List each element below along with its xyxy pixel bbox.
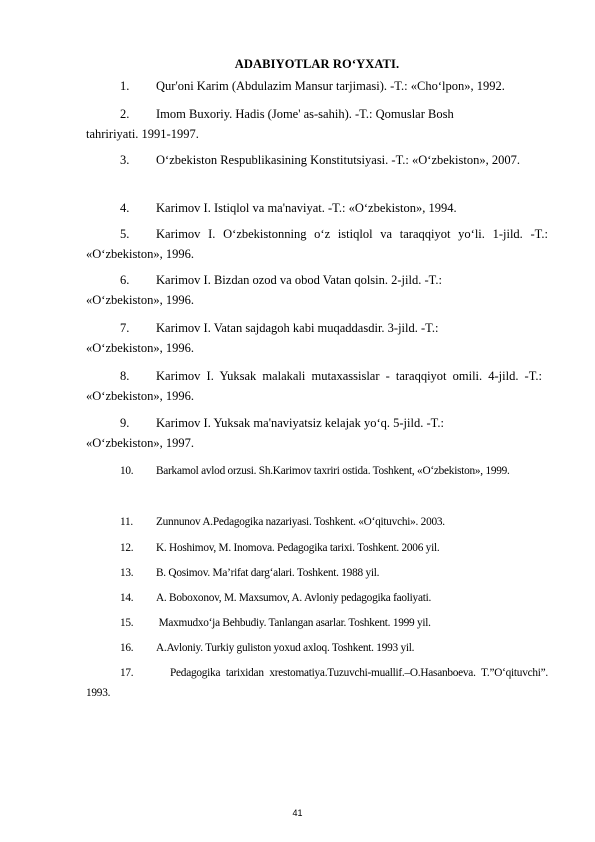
reference-item-10 bbox=[86, 461, 548, 481]
reference-number: 14. bbox=[120, 592, 134, 604]
reference-item-16 bbox=[86, 638, 548, 658]
reference-item-8 bbox=[86, 366, 548, 406]
reference-number: 15. bbox=[120, 617, 134, 629]
reference-item-3 bbox=[86, 150, 548, 170]
reference-item-1 bbox=[86, 76, 548, 96]
reference-item-5 bbox=[86, 224, 548, 264]
reference-number: 11. bbox=[120, 516, 133, 528]
reference-text: K. Hoshimov, M. Inomova. Pedagogika tarixi. Toshkent. 2006 yil. bbox=[156, 542, 440, 554]
reference-item-17 bbox=[86, 663, 548, 703]
reference-text: Zunnunov A.Pedagogika nazariyasi. Toshkent. «O‘qituvchi». 2003. bbox=[156, 516, 445, 528]
reference-item-4 bbox=[86, 198, 548, 218]
reference-text: Karimov I. O‘zbekistonning o‘z istiqlol va taraqqiyot yo‘li. 1-jild. -T.: «O‘zbekiston», 1996. bbox=[86, 227, 548, 261]
reference-item-6 bbox=[86, 270, 548, 310]
reference-item-2 bbox=[86, 104, 548, 144]
reference-text: Qur'oni Karim (Abdulazim Mansur tarjimasi). -T.: «Cho‘lpon», 1992. bbox=[156, 79, 505, 93]
reference-text: Karimov I. Istiqlol va ma'naviyat. -T.: «O‘zbekiston», 1994. bbox=[156, 201, 457, 215]
reference-item-7 bbox=[86, 318, 548, 358]
reference-item-13 bbox=[86, 563, 548, 583]
reference-text: O‘zbekiston Respublikasining Konstitutsiyasi. -T.: «O‘zbekiston», 2007. bbox=[156, 153, 520, 167]
reference-text: Maxmudxo‘ja Behbudiy. Tanlangan asarlar. Toshkent. 1999 yil. bbox=[156, 617, 431, 629]
reference-number: 17. bbox=[120, 667, 134, 679]
reference-number: 1. bbox=[120, 79, 130, 93]
reference-text: Barkamol avlod orzusi. Sh.Karimov taxriri ostida. Toshkent, «O‘zbekiston», 1999. bbox=[156, 465, 510, 477]
reference-number: 9. bbox=[120, 416, 130, 430]
reference-item-12 bbox=[86, 538, 548, 558]
reference-number: 6. bbox=[120, 273, 130, 287]
reference-number: 3. bbox=[120, 153, 130, 167]
page-title: ADABIYOTLAR RO‘YXATI. bbox=[234, 57, 400, 71]
reference-number: 12. bbox=[120, 542, 134, 554]
reference-text: Imom Buxoriy. Hadis (Jome' as-sahih). -T.: Qomuslar Bosh tahririyati. 1991-1997. bbox=[86, 107, 454, 141]
reference-number: 2. bbox=[120, 107, 130, 121]
page-number: 41 bbox=[292, 808, 303, 818]
reference-text: Karimov I. Vatan sajdagoh kabi muqaddasdir. 3-jild. -T.: «O‘zbekiston», 1996. bbox=[86, 321, 439, 355]
reference-item-9 bbox=[86, 413, 548, 453]
reference-item-15 bbox=[86, 613, 548, 633]
reference-text: Pedagogika tarixidan xrestomatiya.Tuzuvchi-muallif.–O.Hasanboeva. T.”O‘qituvchi”. 1993. bbox=[86, 667, 548, 699]
reference-text: Karimov I. Yuksak ma'naviyatsiz kelajak yo‘q. 5-jild. -T.: «O‘zbekiston», 1997. bbox=[86, 416, 444, 450]
reference-number: 16. bbox=[120, 642, 134, 654]
reference-text: A.Avloniy. Turkiy guliston yoxud axloq. Toshkent. 1993 yil. bbox=[156, 642, 415, 654]
reference-number: 8. bbox=[120, 369, 130, 383]
reference-text: A. Boboxonov, M. Maxsumov, A. Avloniy pedagogika faoliyati. bbox=[156, 592, 432, 604]
reference-number: 10. bbox=[120, 465, 134, 477]
reference-item-11 bbox=[86, 512, 548, 532]
reference-number: 5. bbox=[120, 227, 130, 241]
reference-number: 13. bbox=[120, 567, 134, 579]
reference-number: 7. bbox=[120, 321, 130, 335]
reference-text: Karimov I. Bizdan ozod va obod Vatan qolsin. 2-jild. -T.: «O‘zbekiston», 1996. bbox=[86, 273, 442, 307]
reference-text: Karimov I. Yuksak malakali mutaxassislar - taraqqiyot omili. 4-jild. -T.: «O‘zbekiston», 1996. bbox=[86, 369, 542, 403]
reference-item-14 bbox=[86, 588, 548, 608]
reference-number: 4. bbox=[120, 201, 130, 215]
reference-text: B. Qosimov. Ma’rifat darg‘alari. Toshkent. 1988 yil. bbox=[156, 567, 380, 579]
